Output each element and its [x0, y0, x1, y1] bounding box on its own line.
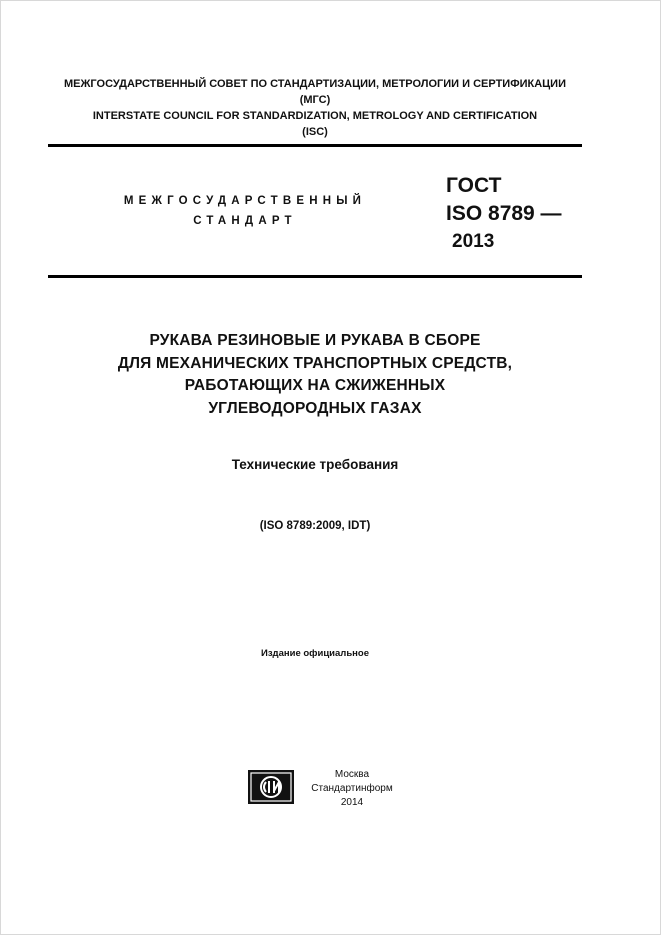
standard-kind-line2: СТАНДАРТ — [193, 215, 297, 227]
middle-divider — [48, 275, 582, 278]
publisher-info — [300, 768, 404, 810]
title-line4: УГЛЕВОДОРОДНЫХ ГАЗАХ — [208, 399, 422, 417]
council-ru-name: МЕЖГОСУДАРСТВЕННЫЙ СОВЕТ ПО СТАНДАРТИЗАЦИИ, МЕТРОЛОГИИ И СЕРТИФИКАЦИИ — [63, 78, 566, 90]
council-en-name: INTERSTATE COUNCIL FOR STANDARDIZATION, METROLOGY AND CERTIFICATION — [92, 110, 538, 122]
edition-label: Издание официальное — [261, 648, 369, 659]
title-line2: ДЛЯ МЕХАНИЧЕСКИХ ТРАНСПОРТНЫХ СРЕДСТВ, — [117, 354, 513, 372]
council-header — [48, 76, 582, 140]
designation-line2: ISO 8789 — — [446, 202, 562, 225]
title-line3: РАБОТАЮЩИХ НА СЖИЖЕННЫХ — [184, 377, 446, 394]
standard-kind-line1: МЕЖГОСУДАРСТВЕННЫЙ — [123, 195, 367, 207]
iso-reference: (ISO 8789:2009, IDT) — [259, 520, 371, 532]
document-subtitle: Технические требования — [231, 457, 399, 472]
publisher-year: 2014 — [340, 797, 364, 808]
publisher-name: Стандартинформ — [311, 783, 393, 794]
designation-line3: 2013 — [452, 231, 495, 252]
title-line1: РУКАВА РЕЗИНОВЫЕ И РУКАВА В СБОРЕ — [149, 332, 481, 349]
standard-designation — [446, 172, 562, 256]
standard-kind — [95, 191, 395, 231]
designation-line1: ГОСТ — [446, 174, 502, 197]
document-title — [60, 330, 570, 420]
standartinform-logo-icon — [248, 770, 294, 804]
council-en-abbr: (ISC) — [302, 126, 328, 138]
council-ru-abbr: (МГС) — [299, 94, 331, 106]
publisher-city: Москва — [334, 769, 370, 780]
top-divider — [48, 144, 582, 147]
